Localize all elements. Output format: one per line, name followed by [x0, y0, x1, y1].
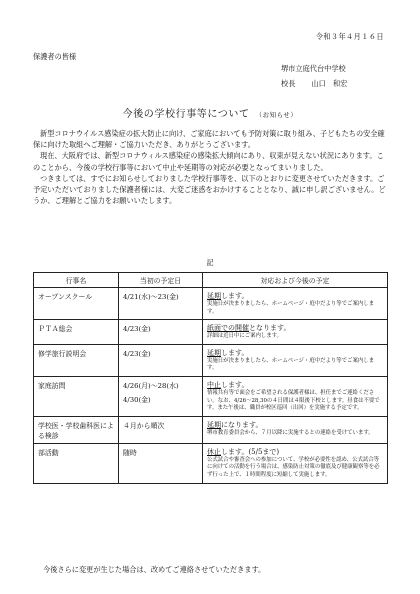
action-rest: します。(5/5まで) — [221, 447, 280, 456]
table-row — [34, 416, 388, 443]
title-sub: （お知らせ） — [255, 111, 298, 119]
document-title — [0, 105, 420, 120]
event-name: ＰＴＡ総会 — [34, 320, 119, 345]
table-row — [34, 443, 388, 483]
action-label: 休止 — [207, 447, 221, 456]
action-rest: となります。 — [249, 324, 291, 333]
principal-title: 校長 — [281, 79, 296, 88]
action-rest: します。 — [221, 380, 249, 389]
event-name: 修学旅行説明会 — [34, 344, 119, 376]
table-header-row — [34, 273, 388, 288]
action-note: 実施日が決まりましたら、ホームページ・庭中だより等でご案内します。 — [207, 357, 375, 372]
event-name: 部活動 — [34, 443, 119, 483]
action-rest: になります。 — [221, 420, 263, 429]
addressee: 保護者の皆様 — [33, 52, 77, 61]
action-rest: します。 — [221, 292, 249, 300]
event-name: 家庭訪問 — [34, 376, 119, 416]
header-original-date: 当初の予定日 — [119, 273, 203, 288]
action-label: 延期 — [207, 420, 221, 429]
principal-name: 山口 和宏 — [311, 79, 348, 88]
issue-date: 令和３年４月１６日 — [315, 32, 384, 41]
date-1: 随時 — [123, 448, 137, 457]
original-date — [119, 416, 203, 443]
schedule-table — [33, 272, 388, 484]
response-cell — [203, 344, 388, 376]
action-note: 堺市教育委員会から、７月以降に実施するとの連絡を受けています。 — [207, 429, 374, 436]
action-label: 延期 — [207, 292, 221, 300]
action-label: 延期 — [207, 348, 221, 357]
response-cell — [203, 288, 388, 320]
response-cell — [203, 443, 388, 483]
date-1: ４月から順次 — [123, 421, 165, 430]
table-row — [34, 320, 388, 345]
action-note: 情報共有等で面会をご希望される保護者様は、担任までご連絡ください。なお、4/26～28,30の４日間は４限後下校とします。昼食は不要です。また午後は、職員が校区巡回（出回）を実施する予定です。 — [207, 389, 380, 412]
header-response: 対応および今後の予定 — [203, 273, 388, 288]
original-date — [119, 344, 203, 376]
action-note: 実施日が決まりましたら、ホームページ・庭中だより等でご案内します。 — [207, 301, 375, 315]
event-name: オープンスクール — [34, 288, 119, 320]
action-rest: します。 — [221, 348, 249, 357]
school-name: 堺市立庭代台中学校 — [281, 64, 346, 73]
original-date — [119, 288, 203, 320]
action-note: 公式試合や審査会への参加について、学校が必要性を認め、公式試合等に向けての活動を行う場合は、感染防止対策の徹底及び健康観察等を必ず行った上で、１時間程度に短縮して実施します。 — [207, 456, 380, 478]
date-1: 4/23(金) — [123, 325, 151, 334]
response-cell — [203, 320, 388, 345]
response-cell — [203, 376, 388, 416]
action-label: 紙面での開催 — [207, 324, 249, 333]
table-row — [34, 376, 388, 416]
footer-note: 今後さらに変更が生じた場合は、改めてご連絡させていただきます。 — [43, 565, 266, 574]
body-paragraph-3: つきましては、すでにお知らせしておりました学校行事等を、以下のとおりに変更させていただきます。ご予定いただいておりました保護者様には、大変ご迷惑をおかけすることとなり、誠に申し訳ございません。どうか、ご理解とご協力をお願いいたします。 — [33, 173, 386, 206]
action-label: 中止 — [207, 380, 221, 389]
date-1: 4/23(金) — [123, 349, 151, 358]
original-date — [119, 376, 203, 416]
action-note: 詳細は近日中にご案内します。 — [207, 333, 283, 340]
body-text — [33, 128, 389, 206]
original-date — [119, 320, 203, 345]
principal-line — [281, 79, 363, 89]
header-event: 行事名 — [34, 273, 119, 288]
table-row — [34, 288, 388, 320]
event-name: 学校医・学校歯科医による検診 — [34, 416, 119, 443]
date-1: 4/26(月)～28(水) — [123, 381, 179, 390]
response-cell — [203, 416, 388, 443]
date-2: 4/30(金) — [123, 395, 151, 404]
title-main: 今後の学校行事等について — [122, 109, 250, 120]
body-paragraph-2: 現在、大阪府では、新型コロナウィルス感染症の感染拡大傾向にあり、収束が見えない状況にあります。このことから、今後の学校行事等において中止や延期等の対応が必要となってまいりました。 — [33, 151, 384, 172]
date-1: 4/21(水)～23(金) — [123, 293, 179, 301]
original-date — [119, 443, 203, 483]
ki-marker: 記 — [206, 258, 214, 267]
body-paragraph-1: 新型コロナウイルス感染症の拡大防止に向け、ご家庭においても予防対策に取り組み、子どもたちの安全確保に向けた取組へご理解・ご協力いただき、ありがとうございます。 — [33, 129, 385, 150]
table-row — [34, 344, 388, 376]
